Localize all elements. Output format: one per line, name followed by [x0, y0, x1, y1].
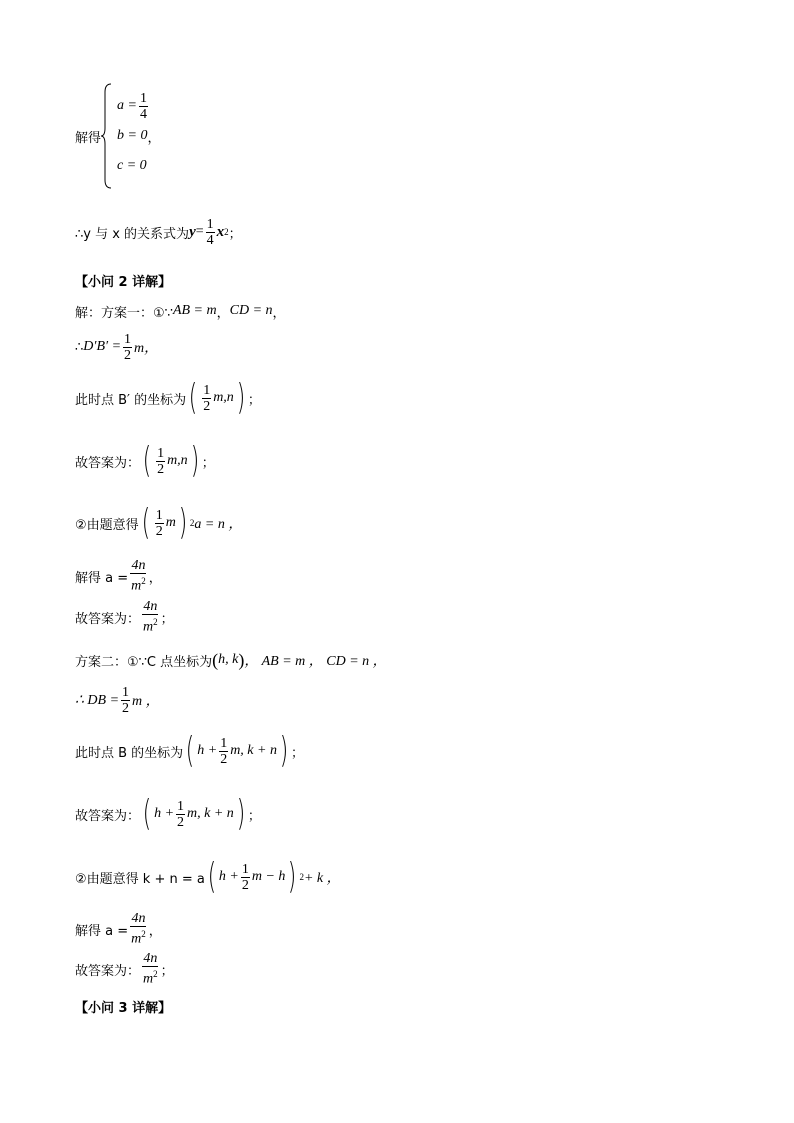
plan1-intro: 解：方案一：①∵ AB = m ， CD = n ， [75, 303, 286, 321]
plan2-solve: 解得 a = $\frac{4n}{m^2}$ ， [75, 911, 162, 947]
system-label: 解得 [75, 130, 102, 146]
equation-system [75, 82, 160, 190]
fraction: $\frac{4n}{m^2}$ [143, 599, 158, 635]
eq-b: b = 0 ， [117, 128, 161, 146]
plan2-db: ∴ DB = $\frac{1}{2}$ m ， [75, 684, 160, 716]
plan2-answer-1: 故答案为： ( h + $\frac{1}{2}$ m, k + n ) ； [75, 793, 261, 834]
plan2-intro: 方案二：①∵C 点坐标为 ( h, k ) ， AB = m ， CD = n ， [75, 649, 387, 670]
fraction: $\frac{1}{2}$ [124, 331, 132, 363]
fraction: $\frac{1}{2}$ [155, 507, 163, 539]
fraction: $\frac{1}{4}$ [139, 90, 147, 122]
eq-c: c = 0 [117, 158, 147, 173]
plan1-solve: 解得 a = $\frac{4n}{m^2}$ ， [75, 558, 162, 594]
fraction: $\frac{1}{2}$ [241, 861, 249, 893]
plan1-answer-1: 故答案为： ( $\frac{1}{2}$ m,n ) ； [75, 440, 215, 481]
fraction: $\frac{1}{2}$ [220, 735, 228, 767]
plan2-step2: ②由题意得 k + n = a ( h + $\frac{1}{2}$ m − h ) 2 + k ， [75, 856, 341, 897]
plan2-coordinate: 此时点 B 的坐标为 ( h + $\frac{1}{2}$ m, k + n ) ； [75, 730, 305, 771]
fraction: $\frac{4n}{m^2}$ [143, 951, 158, 987]
fraction: $\frac{1}{2}$ [122, 684, 130, 716]
plan1-coordinate: 此时点 B′ 的坐标为 ( $\frac{1}{2}$ m,n ) ； [75, 377, 261, 418]
eq-a: a = $\frac{1}{4}$ [117, 90, 147, 122]
left-brace-icon [101, 82, 113, 190]
fraction: $\frac{4n}{m^2}$ [131, 558, 146, 594]
plan2-answer-2: 故答案为： $\frac{4n}{m^2}$ ； [75, 951, 174, 987]
fraction: $\frac{1}{2}$ [177, 798, 185, 830]
section-heading-2: 【小问 2 详解】 [75, 274, 172, 290]
plan1-dprime: ∴ D′B′ = $\frac{1}{2}$ m， [75, 331, 159, 363]
fraction: $\frac{4n}{m^2}$ [131, 911, 146, 947]
system-rows [117, 91, 160, 181]
plan1-answer-2: 故答案为： $\frac{4n}{m^2}$ ； [75, 599, 174, 635]
plan1-step2: ②由题意得 ( $\frac{1}{2}$ m ) 2 a = n ， [75, 502, 243, 543]
section-heading-3: 【小问 3 详解】 [75, 1000, 172, 1016]
fraction: $\frac{1}{2}$ [157, 445, 165, 477]
fraction: $\frac{1}{2}$ [203, 382, 211, 414]
fraction: $\frac{1}{4}$ [206, 216, 214, 248]
relation-line: ∴y 与 x 的关系式为 y = $\frac{1}{4}$ x 2 ； [75, 216, 242, 248]
